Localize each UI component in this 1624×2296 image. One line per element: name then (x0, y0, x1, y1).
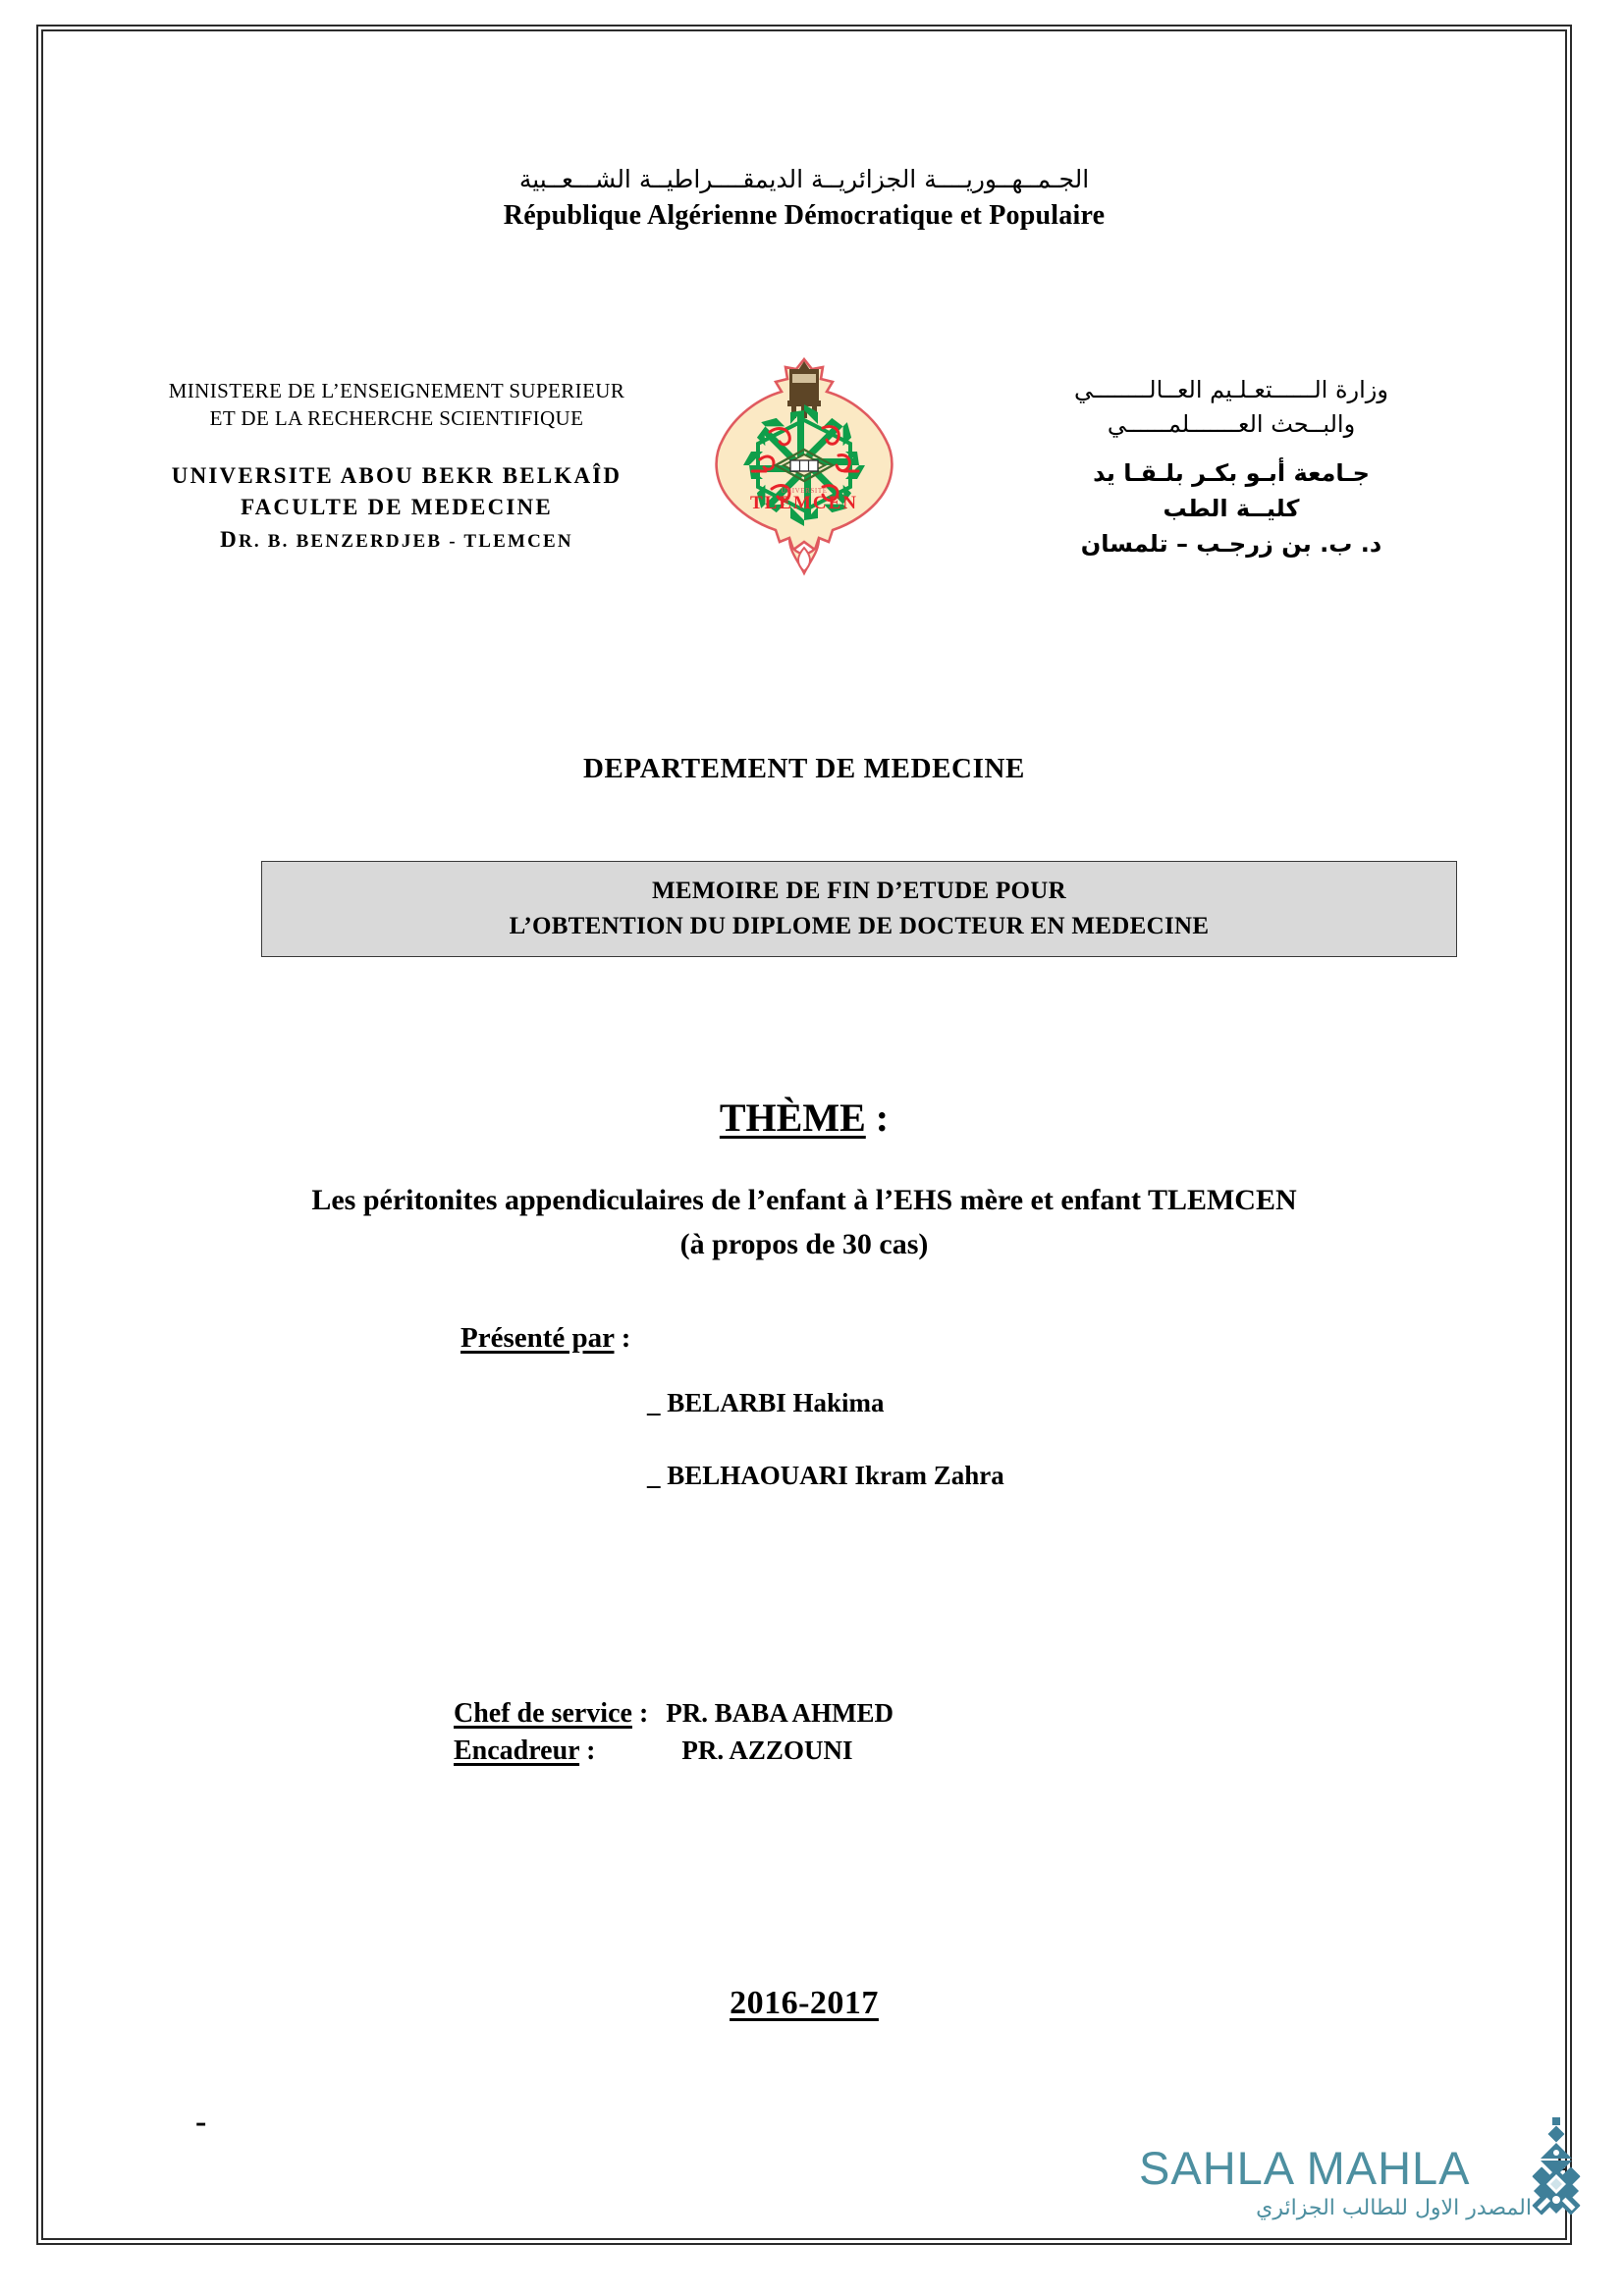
supervisor-role-colon: : (579, 1735, 596, 1766)
emblem-caption: TLEMCEN (749, 493, 859, 513)
author-item: _ BELHAOUARI Ikram Zahra (647, 1461, 1004, 1490)
memoir-line-1: MEMOIRE DE FIN D’ETUDE POUR (652, 877, 1066, 904)
university-emblem-logo (713, 355, 895, 577)
presented-by-label-text: Présenté par (460, 1322, 615, 1354)
supervisor-name: PR. AZZOUNI (681, 1735, 853, 1765)
academic-year-value: 2016-2017 (730, 1985, 879, 2021)
supervisor-name: PR. BABA AHMED (666, 1698, 894, 1728)
thesis-title (43, 1178, 1565, 1266)
supervisors-block (454, 1698, 893, 1773)
supervisor-role-colon: : (631, 1698, 649, 1729)
authors-list (647, 1388, 1004, 1533)
supervisor-role-text: Chef de service (454, 1698, 632, 1729)
memoir-statement-box (261, 861, 1457, 957)
university-arabic-name: جـامعة أبـو بكـر بلـقـا يد (1093, 458, 1370, 487)
supervisor-role (454, 1698, 648, 1730)
department-title: DEPARTEMENT DE MEDECINE (583, 753, 1025, 784)
thesis-title-line-2: (à propos de 30 cas) (679, 1228, 929, 1260)
republic-header-french: République Algérienne Démocratique et Populaire (503, 200, 1106, 232)
theme-heading-word: THÈME (719, 1095, 866, 1140)
supervisor-row (454, 1698, 893, 1730)
watermark-tagline: المصدر الاول للطالب الجزائري (1256, 2196, 1532, 2220)
theme-heading-colon: : (865, 1095, 890, 1140)
presented-by-colon: : (614, 1322, 631, 1354)
university-name: UNIVERSITE ABOU BEKR BELKAÎD (171, 462, 623, 488)
institution-band (43, 355, 1565, 611)
author-item: _ BELARBI Hakima (647, 1388, 885, 1417)
republic-header (43, 164, 1565, 232)
watermark-brand: SAHLA MAHLA (1139, 2142, 1471, 2194)
supervisor-role-text: Encadreur (454, 1735, 580, 1766)
supervisor-row (454, 1735, 893, 1767)
ministry-line-1: MINISTERE DE L’ENSEIGNEMENT SUPERIEUR (168, 379, 625, 402)
faculty-arabic-location: د. ب. بن زرجـب – تلمسان (1080, 529, 1382, 558)
memoir-line-2: L’OBTENTION DU DIPLOME DE DOCTEUR EN MEDECINE (509, 913, 1210, 939)
faculty-location (112, 524, 681, 557)
supervisor-role (454, 1735, 595, 1767)
faculty-location-prefix: D (220, 527, 239, 552)
thesis-title-line-1: Les péritonites appendiculaires de l’enfant à l’EHS mère et enfant TLEMCEN (311, 1184, 1297, 1216)
watermark-text (1139, 2142, 1551, 2220)
sahla-mahla-watermark (1139, 2142, 1624, 2263)
presented-by-label (460, 1322, 630, 1355)
page-content (43, 31, 1565, 2238)
presented-by-block (460, 1322, 630, 1355)
stray-dash-mark: - (195, 2104, 207, 2140)
theme-heading (43, 1095, 1565, 1141)
page-border (41, 29, 1567, 2240)
ministry-arabic-line-2: والبــحث العـــــــلمــــــي (1107, 409, 1356, 438)
ministry-block-french (112, 377, 681, 557)
ministry-arabic-line-1: وزارة الــــــتعـلـيم العــالــــــــي (1074, 376, 1388, 403)
ministry-block-arabic (976, 373, 1487, 561)
academic-year (43, 1985, 1565, 2022)
faculty-name: FACULTE DE MEDECINE (241, 495, 553, 520)
watermark-diamond-icon (1517, 2117, 1596, 2233)
faculty-arabic-name: كليــة الطب (1163, 494, 1300, 522)
republic-header-arabic: الجـمــهــوريــــة الجزائريــة الديمقــــراطيــة الشـــعــبية (518, 165, 1090, 193)
faculty-location-rest: R. B. BENZERDJEB - TLEMCEN (238, 531, 573, 552)
svg-text:UNIVERSITE: UNIVERSITE (781, 487, 828, 495)
ministry-line-2: ET DE LA RECHERCHE SCIENTIFIQUE (209, 406, 584, 431)
